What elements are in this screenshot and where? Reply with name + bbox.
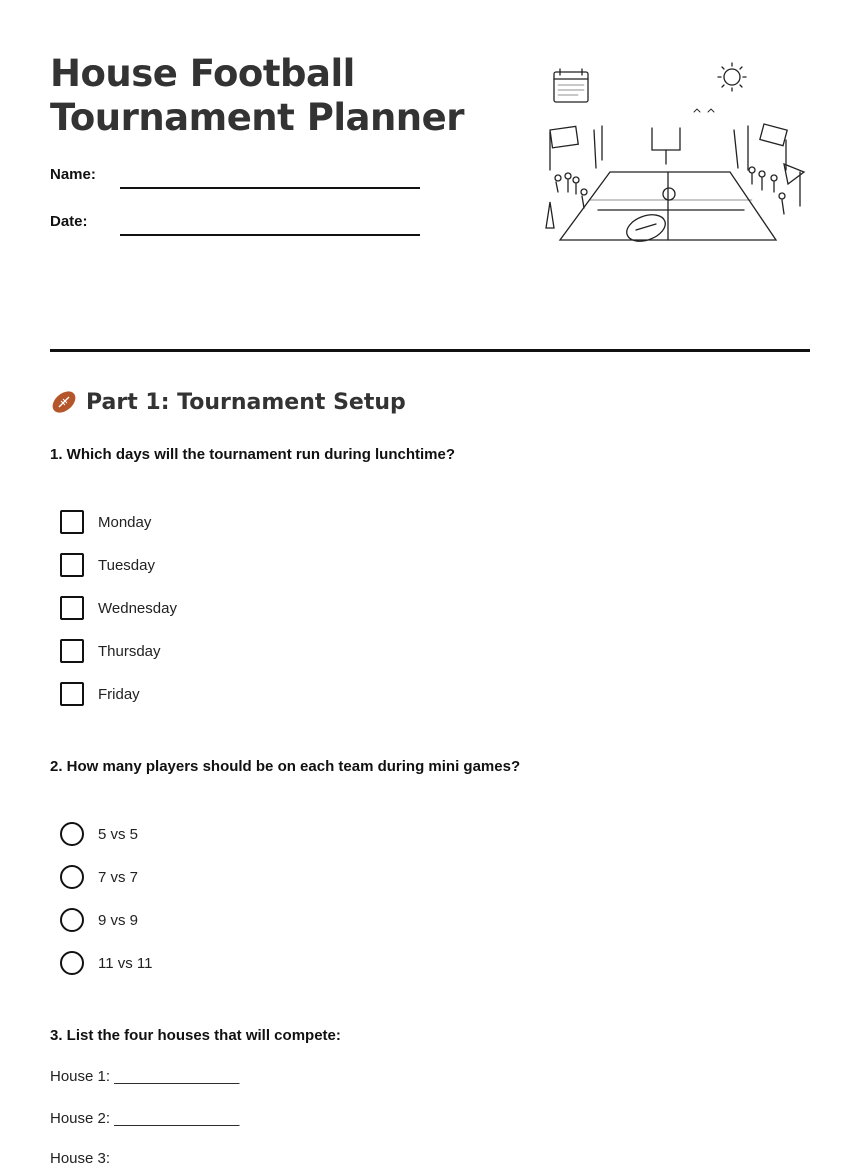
option-monday[interactable] — [60, 510, 151, 534]
option-friday[interactable] — [60, 682, 140, 706]
question-3: 3. List the four houses that will compete: — [50, 1027, 341, 1044]
option-label: Tuesday — [98, 556, 155, 574]
option-label: Monday — [98, 513, 152, 531]
section-divider — [50, 349, 810, 352]
part-1-title-text: Part 1: Tournament Setup — [86, 389, 406, 415]
option-label: Wednesday — [98, 599, 177, 617]
house-3-field[interactable]: House 3: — [50, 1150, 111, 1167]
name-field[interactable] — [120, 187, 420, 189]
checkbox[interactable] — [60, 510, 84, 534]
title-line-1: House Football — [50, 52, 355, 95]
part-1-title — [50, 388, 406, 416]
name-label: Name: — [50, 166, 96, 183]
option-thursday[interactable] — [60, 639, 161, 663]
banner-left-icon — [550, 126, 578, 170]
option-11v11[interactable] — [60, 951, 152, 975]
american-football-icon — [50, 388, 78, 416]
option-label: 9 vs 9 — [98, 911, 139, 929]
house-2-field[interactable]: House 2: _______________ — [50, 1110, 240, 1127]
option-tuesday[interactable] — [60, 553, 155, 577]
sun-icon — [718, 63, 746, 91]
date-field[interactable] — [120, 234, 420, 236]
option-label: Thursday — [98, 642, 161, 660]
option-wednesday[interactable] — [60, 596, 177, 620]
date-label: Date: — [50, 213, 88, 230]
checkbox[interactable] — [60, 682, 84, 706]
question-2: 2. How many players should be on each team during mini games? — [50, 758, 521, 775]
checkbox[interactable] — [60, 596, 84, 620]
banner-right-icon — [760, 124, 787, 170]
option-label: 7 vs 7 — [98, 868, 139, 886]
calendar-icon — [554, 69, 588, 102]
football-field-illustration — [538, 60, 810, 246]
radio-button[interactable] — [60, 865, 84, 889]
checkbox[interactable] — [60, 639, 84, 663]
page-title — [50, 52, 464, 140]
house-1-field[interactable]: House 1: _______________ — [50, 1068, 240, 1085]
option-7v7[interactable] — [60, 865, 138, 889]
title-line-2: Tournament Planner — [50, 96, 464, 139]
option-label: 5 vs 5 — [98, 825, 139, 843]
option-label: Friday — [98, 685, 140, 703]
question-1: 1. Which days will the tournament run during lunchtime? — [50, 446, 456, 463]
checkbox[interactable] — [60, 553, 84, 577]
option-label: 11 vs 11 — [98, 954, 153, 972]
option-9v9[interactable] — [60, 908, 138, 932]
radio-button[interactable] — [60, 908, 84, 932]
radio-button[interactable] — [60, 822, 84, 846]
radio-button[interactable] — [60, 951, 84, 975]
option-5v5[interactable] — [60, 822, 138, 846]
